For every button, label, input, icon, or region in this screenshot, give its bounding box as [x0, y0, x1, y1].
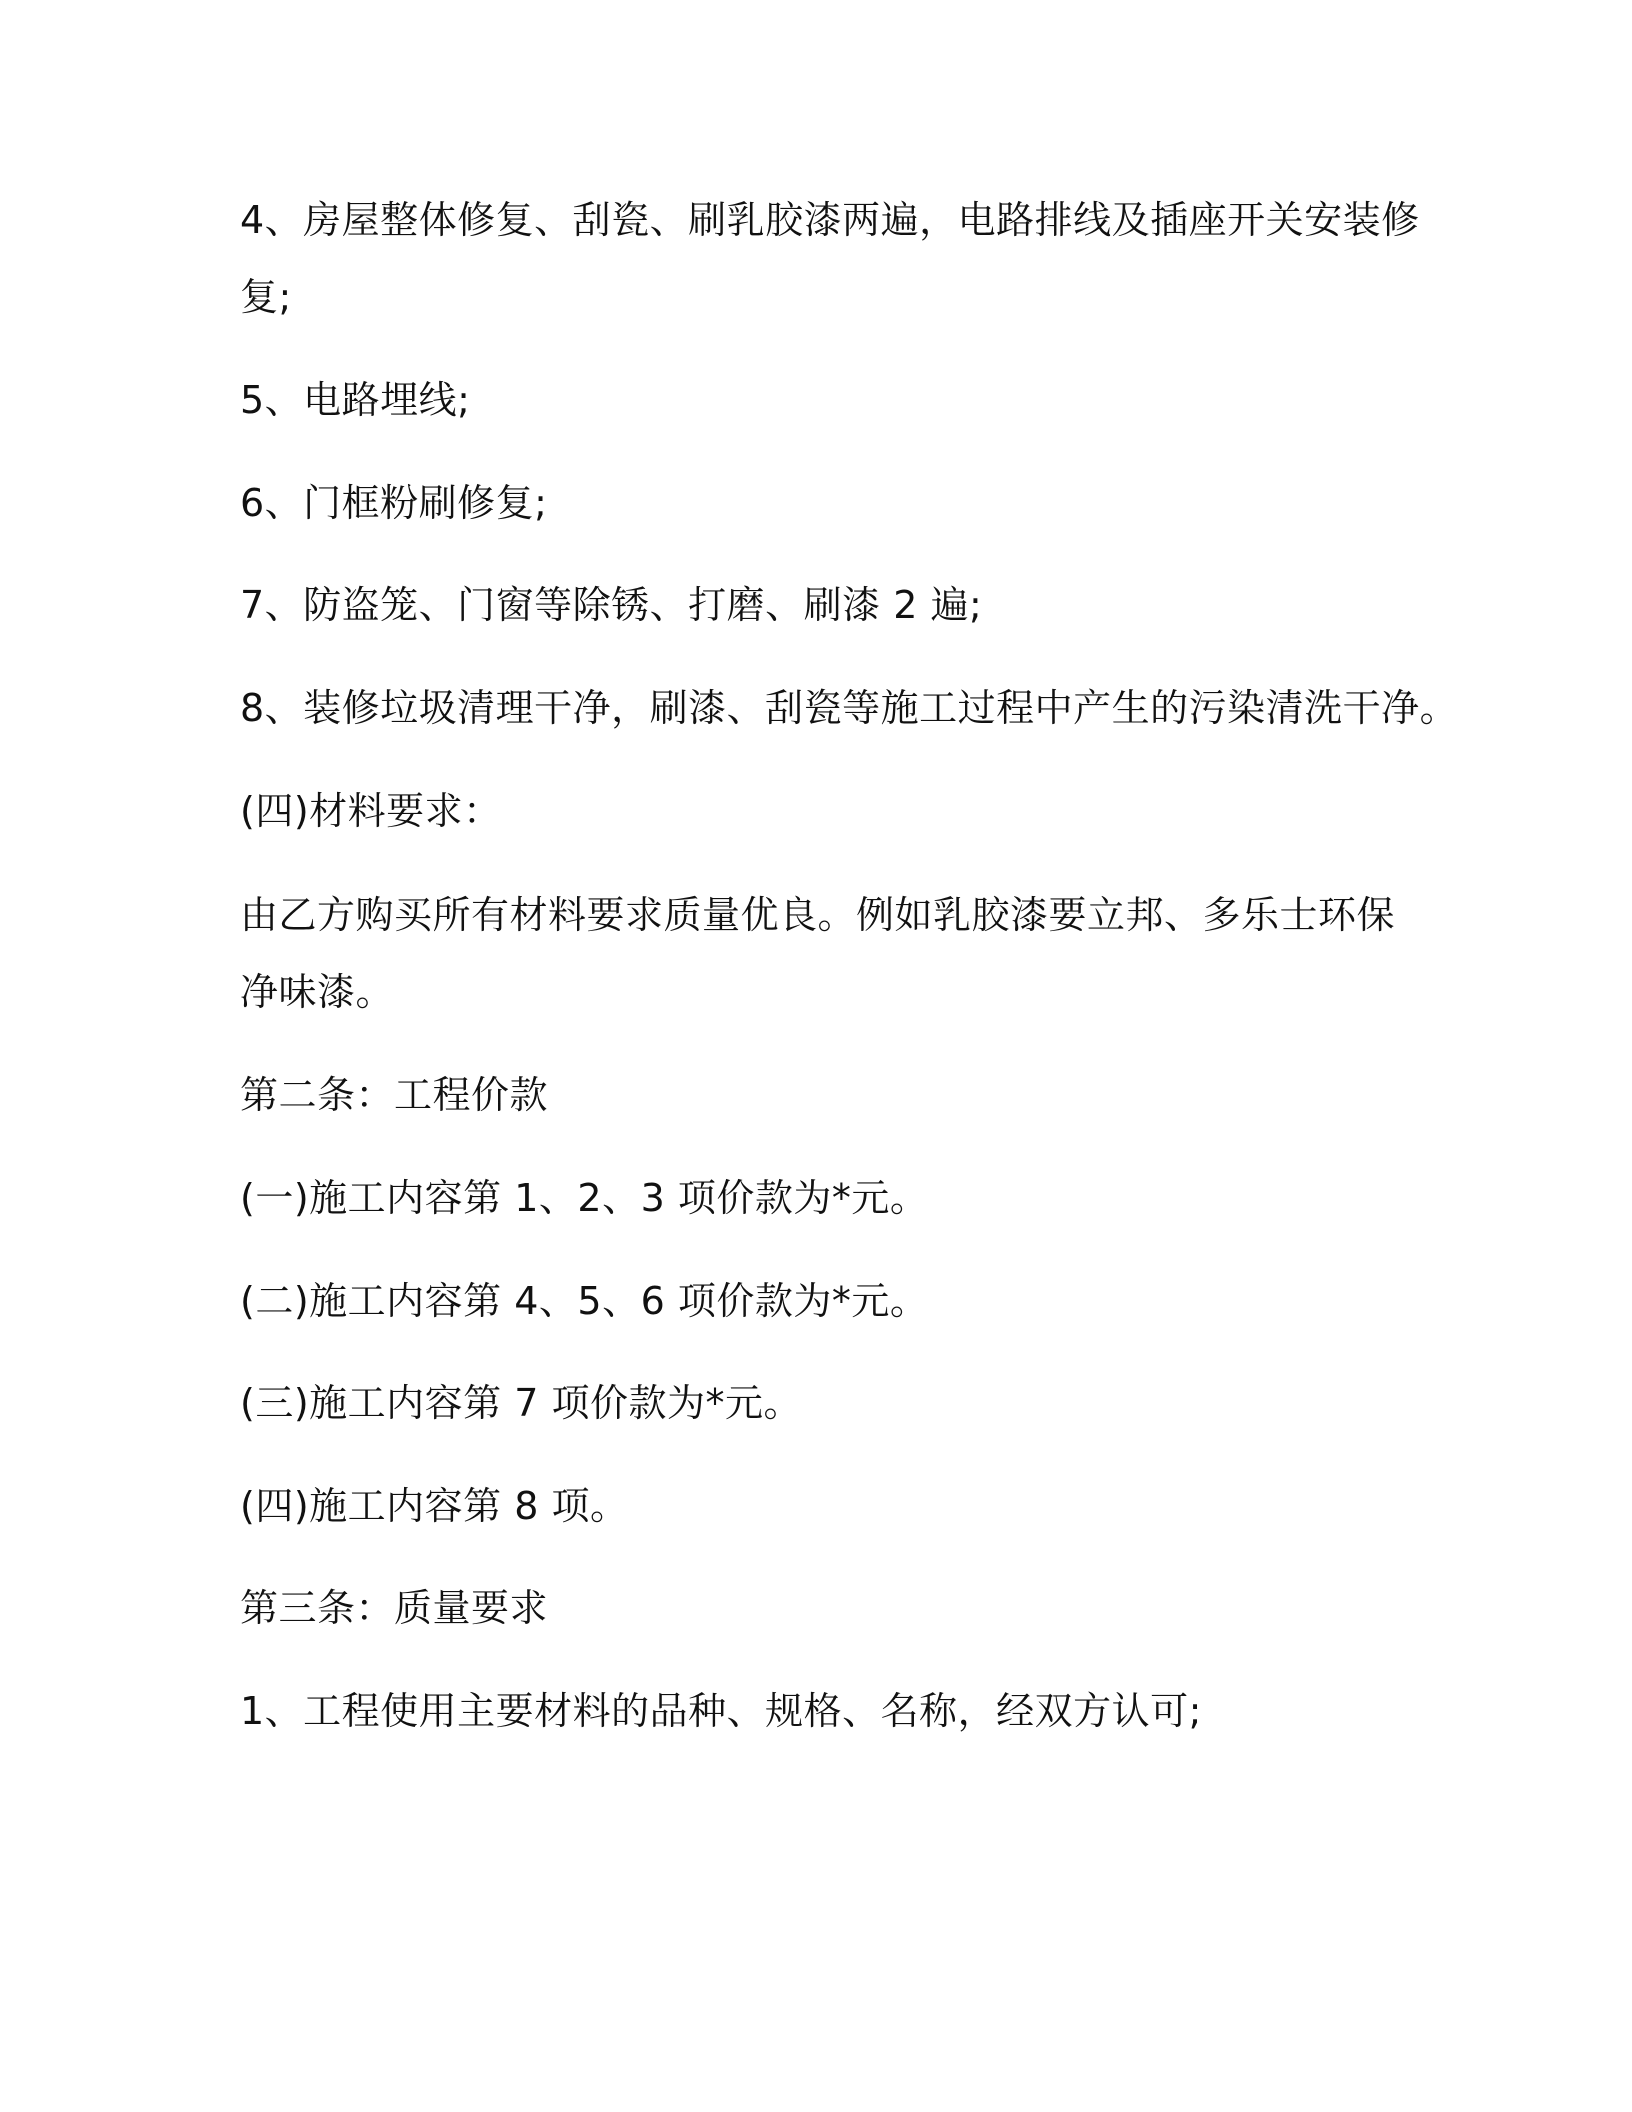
- materials-text-line-1: 由乙方购买所有材料要求质量优良。例如乳胶漆要立邦、多乐士环保: [240, 893, 1396, 937]
- article-3-heading: 第三条：质量要求: [240, 1586, 549, 1630]
- paragraph-item-7: 7、防盗笼、门窗等除锈、打磨、刷漆 2 遍;: [240, 583, 983, 627]
- price-item-4: (四)施工内容第 8 项。: [240, 1484, 629, 1528]
- paragraph-item-4-line-2: 复;: [240, 275, 292, 319]
- paragraph-item-5: 5、电路埋线;: [240, 378, 471, 422]
- paragraph-item-4-line-1: 4、房屋整体修复、刮瓷、刷乳胶漆两遍，电路排线及插座开关安装修: [240, 198, 1420, 242]
- paragraph-item-6: 6、门框粉刷修复;: [240, 481, 548, 525]
- price-item-2: (二)施工内容第 4、5、6 项价款为*元。: [240, 1279, 929, 1323]
- price-item-1: (一)施工内容第 1、2、3 项价款为*元。: [240, 1176, 929, 1220]
- quality-item-1: 1、工程使用主要材料的品种、规格、名称，经双方认可;: [240, 1689, 1202, 1733]
- paragraph-item-8: 8、装修垃圾清理干净，刷漆、刮瓷等施工过程中产生的污染清洗干净。: [240, 686, 1459, 730]
- materials-text-line-2: 净味漆。: [240, 970, 395, 1014]
- materials-heading: (四)材料要求：: [240, 789, 502, 833]
- article-2-heading: 第二条：工程价款: [240, 1073, 549, 1117]
- price-item-3: (三)施工内容第 7 项价款为*元。: [240, 1381, 802, 1425]
